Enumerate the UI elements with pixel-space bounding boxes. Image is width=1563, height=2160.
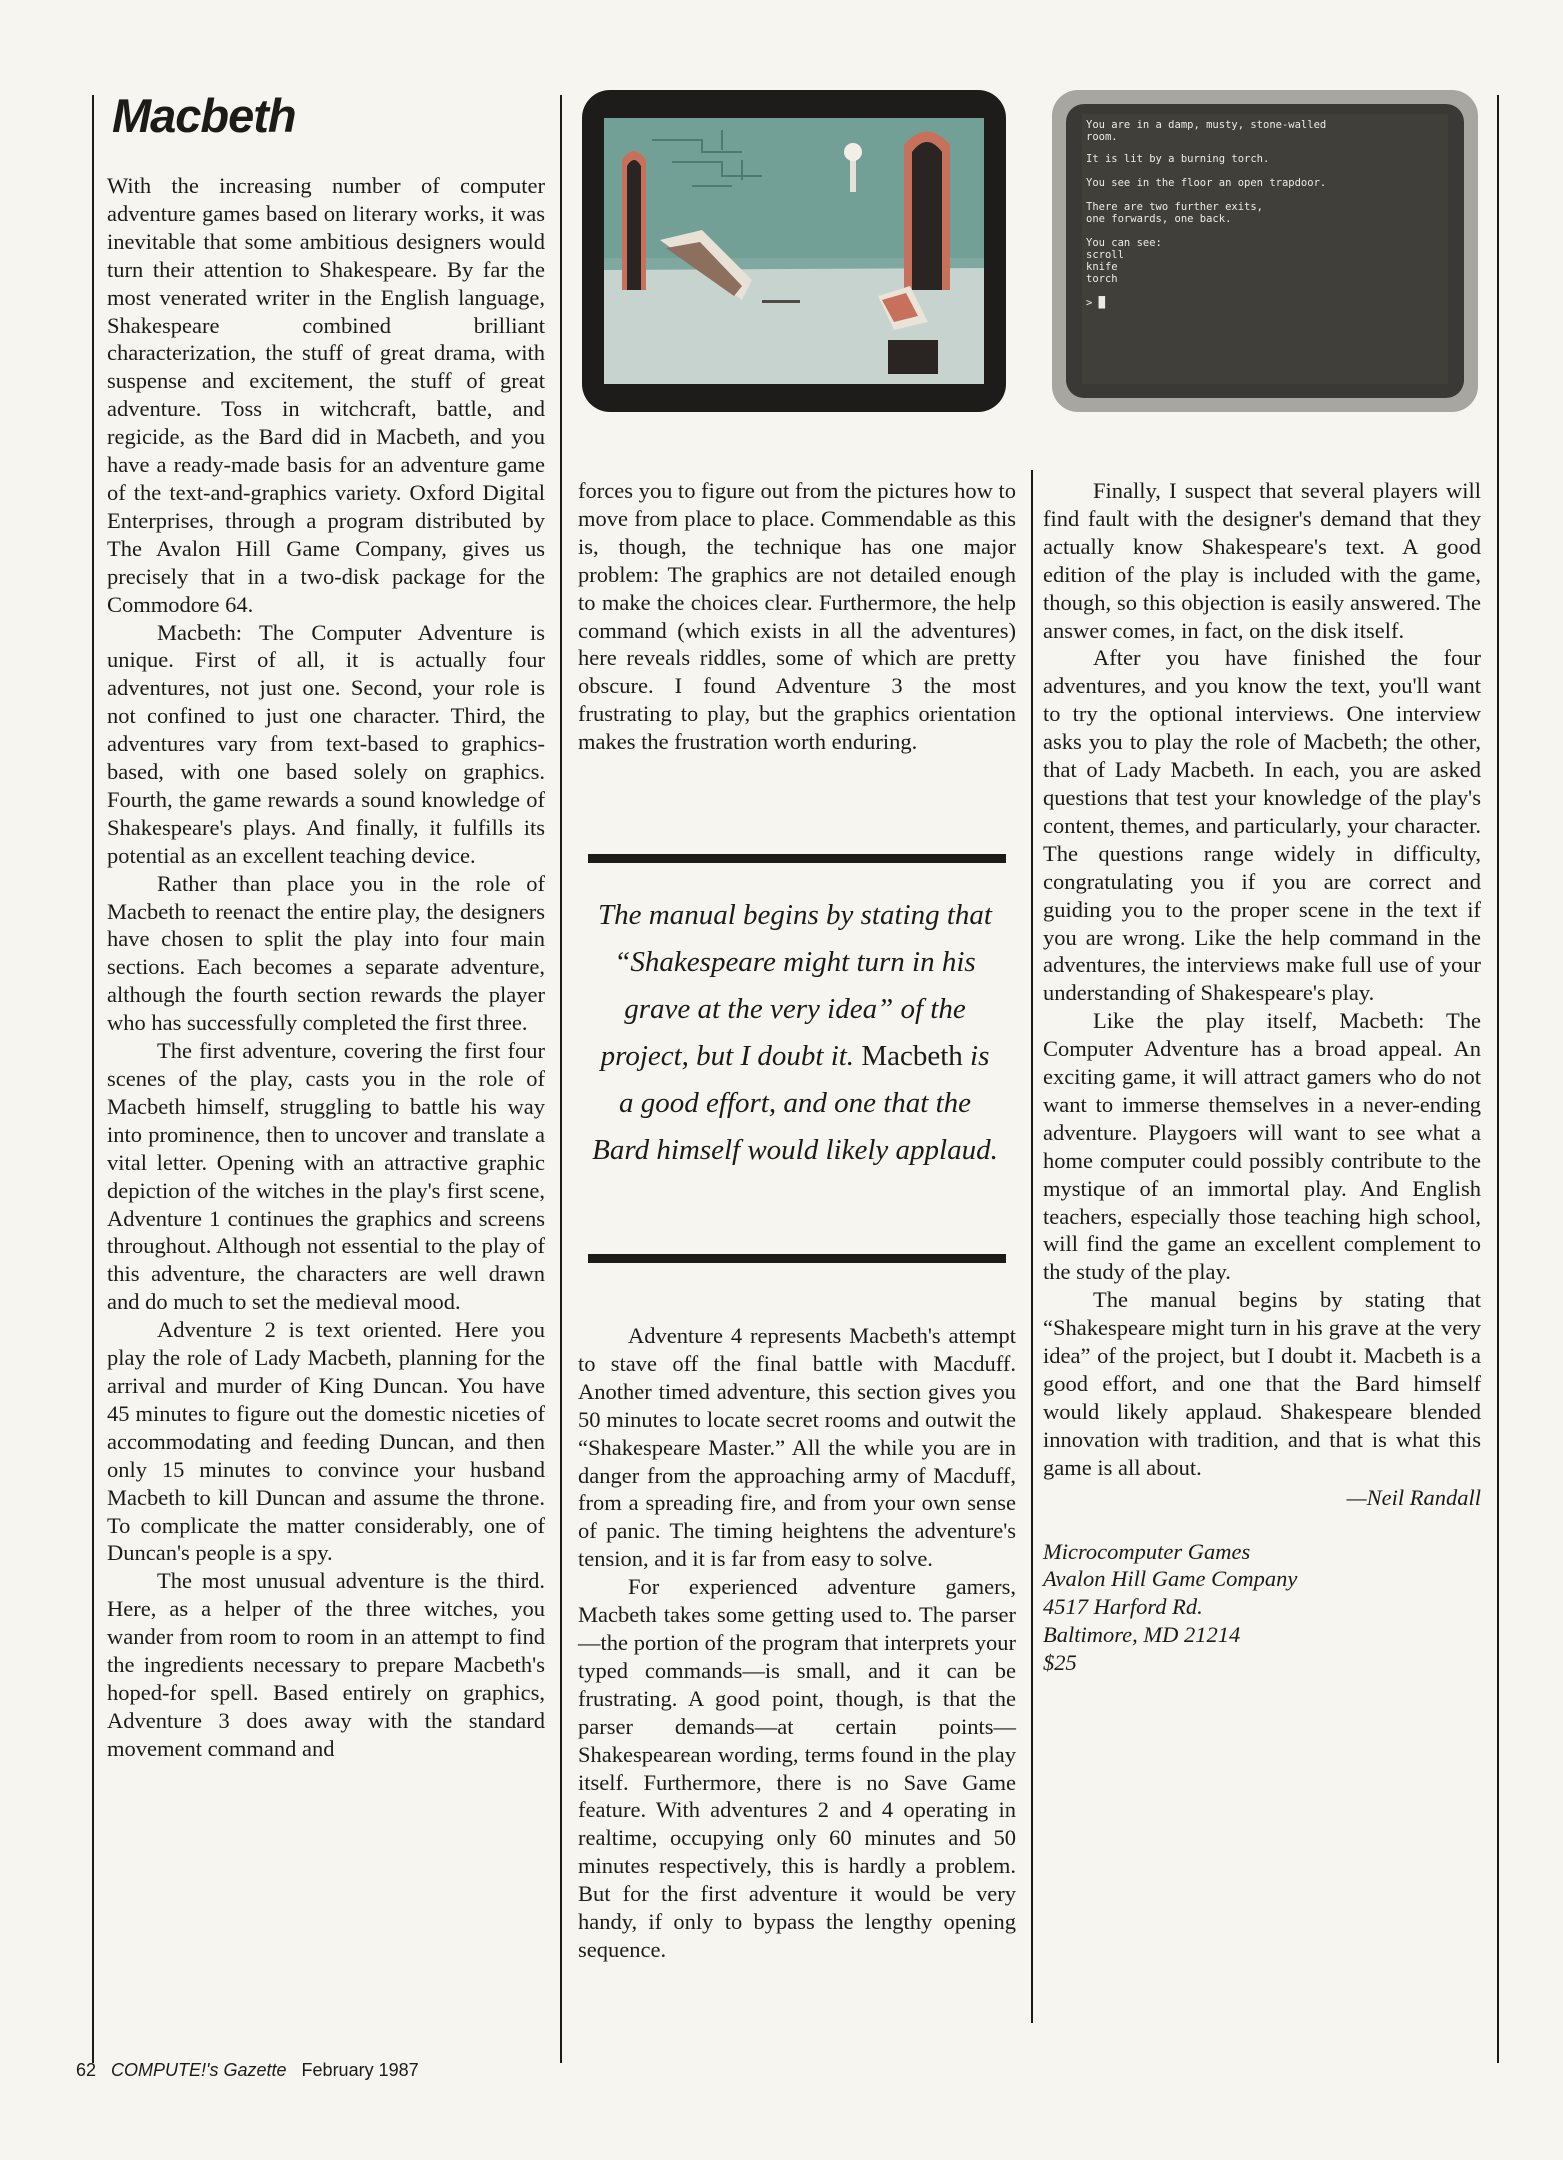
paragraph: forces you to figure out from the pictures how to move from place to place. Commendable as this is, though, the technique has one major problem: The graphics are not detailed enough to make the choices clear. Furthermore, the help command (which exists in all the adventures) here reveals riddles, some of which are pretty obscure. I found Adventure 3 the most frustrating to play, but the graphics orientation makes the frustration worth enduring.	[578, 478, 1017, 755]
screen-prompt: > █	[1086, 297, 1105, 309]
game-text-screenshot	[1052, 90, 1478, 412]
article-column-3	[1043, 477, 1481, 1677]
article-column-1	[107, 172, 545, 1763]
column-rule-left	[92, 95, 94, 2063]
product-credits	[1043, 1538, 1481, 1678]
credit-line: Microcomputer Games	[1043, 1538, 1251, 1564]
pullquote	[590, 892, 1000, 1174]
screen-line-6: one forwards, one back.	[1086, 213, 1232, 225]
article-title: Macbeth	[112, 89, 296, 142]
credit-line: Avalon Hill Game Company	[1043, 1566, 1298, 1592]
page-number: 62	[76, 2060, 97, 2080]
screen-line-9: knife	[1086, 261, 1118, 273]
magazine-name: COMPUTE!'s Gazette	[111, 2060, 287, 2080]
article-column-2-top	[578, 477, 1016, 756]
issue-date: February 1987	[301, 2060, 419, 2080]
paragraph: Macbeth: The Computer Adventure is unique. First of all, it is actually four adventures, not just one. Second, your role is not confined to just one character. Third, the adventures vary from text-based to graphics-based, with one based solely on graphics. Fourth, the game rewards a sound knowledge of Shakespeare's plays. And finally, it fulfills its potential as an excellent teaching device.	[107, 619, 545, 868]
screen-line-7: You can see:	[1086, 237, 1162, 249]
article-column-2-bottom	[578, 1322, 1016, 1964]
paragraph: The first adventure, covering the first four scenes of the play, casts you in the role of Macbeth himself, struggling to battle his way into prominence, then to uncover and translate a vital letter. Opening with an attractive graphic depiction of the witches in the play's first scene, Adventure 1 continues the graphics and screens throughout. Although not essential to the play of this adventure, the characters are well drawn and do much to set the medieval mood.	[107, 1038, 545, 1315]
pullquote-top-bar	[588, 854, 1006, 863]
paragraph: Like the play itself, Macbeth: The Computer Adventure has a broad appeal. An exciting game, it will attract gamers who do not want to immerse themselves in a never-ending adventure. Playgoers will want to see what a home computer could possibly contribute to the mystique of an immortal play. And English teachers, especially those teaching high school, will find the game an excellent complement to the study of the play.	[1043, 1008, 1481, 1285]
screen-line-2: room.	[1086, 131, 1118, 143]
screen-line-8: scroll	[1086, 249, 1124, 261]
credit-line: Baltimore, MD 21214	[1043, 1622, 1241, 1648]
paragraph: Finally, I suspect that several players will find fault with the designer's demand that they actually know Shakespeare's text. A good edition of the play is included with the game, though, so this objection is easily answered. The answer comes, in fact, on the disk itself.	[1043, 478, 1481, 643]
game-graphics-screenshot	[582, 90, 1006, 412]
credit-line: 4517 Harford Rd.	[1043, 1594, 1203, 1620]
column-rule-right	[1497, 95, 1499, 2063]
pullquote-text: The manual begins by stating that “Shakespeare might turn in his grave at the very idea” of the project, but I doubt it.	[598, 899, 992, 1072]
screen-line-5: There are two further exits,	[1086, 201, 1264, 213]
screen-line-1: You are in a damp, musty, stone-walled	[1086, 119, 1327, 131]
credit-line: $25	[1043, 1650, 1077, 1676]
screen-line-10: torch	[1086, 273, 1118, 285]
paragraph: Adventure 2 is text oriented. Here you play the role of Lady Macbeth, planning for the arrival and murder of King Duncan. You have 45 minutes to figure out the domestic niceties of accommodating and feeding Duncan, and then only 15 minutes to convince your husband Macbeth to kill Duncan and assume the throne. To complicate the matter considerably, one of Duncan's people is a spy.	[107, 1317, 545, 1566]
paragraph: Adventure 4 represents Macbeth's attempt to stave off the final battle with Macduff. Another timed adventure, this section gives you 50 minutes to locate secret rooms and outwit the “Shakespeare Master.” All the while you are in danger from the approaching army of Macduff, from a spreading fire, and from your own sense of panic. The timing heightens the adventure's tension, and it is far from easy to solve.	[578, 1323, 1016, 1572]
paragraph: For experienced adventure gamers, Macbeth takes some getting used to. The parser—the portion of the program that interprets your typed commands—is small, and it can be frustrating. A good point, though, is that the parser demands—at certain points—Shakespearean wording, terms found in the play itself. Furthermore, there is no Save Game feature. With adventures 2 and 4 operating in realtime, occupying only 60 minutes and 50 minutes respectively, this is hardly a problem. But for the first adventure it would be very handy, if only to bypass the lengthy opening sequence.	[578, 1574, 1016, 1962]
screen-line-3: It is lit by a burning torch.	[1086, 153, 1270, 165]
column-rule-1	[560, 95, 562, 2063]
pullquote-title: Macbeth	[861, 1040, 963, 1072]
paragraph: The manual begins by stating that “Shakespeare might turn in his grave at the very idea” of the project, but I doubt it. Macbeth is a good effort, and one that the Bard himself would likely applaud. Shakespeare blended innovation with tradition, and that is what this game is all about.	[1043, 1287, 1481, 1480]
screen-line-4: You see in the floor an open trapdoor.	[1086, 177, 1327, 189]
column-rule-2	[1031, 470, 1033, 2023]
pullquote-text-2: is a good effort, and one that the Bard himself would likely applaud.	[592, 1040, 998, 1166]
paragraph: With the increasing number of computer adventure games based on literary works, it was inevitable that some ambitious designers would turn their attention to Shakespeare. By far the most venerated writer in the English language, Shakespeare combined brilliant characterization, the stuff of great drama, with suspense and excitement, the stuff of great adventure. Toss in witchcraft, battle, and regicide, as the Bard did in Macbeth, and you have a ready-made basis for an adventure game of the text-and-graphics variety. Oxford Digital Enterprises, through a program distributed by The Avalon Hill Game Company, gives us precisely that in a two-disk package for the Commodore 64.	[107, 173, 545, 617]
pullquote-bottom-bar	[588, 1254, 1006, 1263]
paragraph: Rather than place you in the role of Macbeth to reenact the entire play, the designers have chosen to split the play into four main sections. Each becomes a separate adventure, although the fourth section rewards the player who has successfully completed the first three.	[107, 870, 545, 1036]
paragraph: After you have finished the four adventures, and you know the text, you'll want to try the optional interviews. One interview asks you to play the role of Macbeth; the other, that of Lady Macbeth. In each, you are asked questions that test your knowledge of the play's content, themes, and particularly, your character. The questions range widely in difficulty, congratulating you if you are correct and guiding you to the proper scene in the text if you are wrong. Like the help command in the adventures, the interviews make full use of your understanding of Shakespeare's play.	[1043, 645, 1481, 1006]
paragraph: The most unusual adventure is the third. Here, as a helper of the three witches, you wander from room to room in an attempt to find the ingredients necessary to prepare Macbeth's hoped-for spell. Based entirely on graphics, Adventure 3 does away with the standard movement command and	[107, 1568, 545, 1761]
author-signature: —Neil Randall	[1346, 1484, 1481, 1510]
page-footer	[76, 2060, 419, 2081]
